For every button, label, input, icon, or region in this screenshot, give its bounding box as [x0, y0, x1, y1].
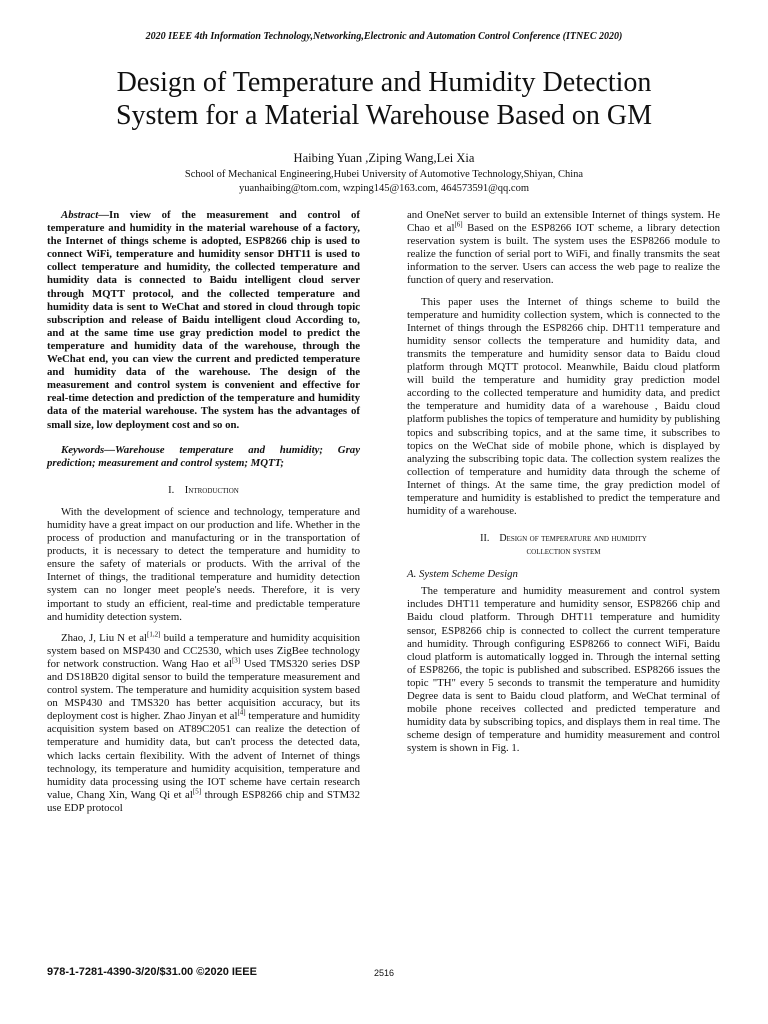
right-column	[407, 209, 720, 755]
section-heading-design	[407, 532, 720, 558]
affiliation: School of Mechanical Engineering,Hubei University of Automotive Technology,Shiyan, China	[184, 169, 584, 180]
p2-text-b: build a temperature and humidity acquisition system based on MSP430 and CC2530, which uses ZigBee technology for network construction. Wang Hao et al	[47, 631, 360, 670]
p3-text-b: Based on the ESP8266 IOT scheme, a library detection reservation system is built. The system uses the ESP8266 module to realize the function of serial port to WiFi, and finally transmits the seat information to the server. Users can access the web page to realize the function of query and reservation.	[407, 222, 721, 287]
section-2-title-line-2: collection system	[526, 546, 601, 558]
section-title: Introduction	[184, 484, 239, 496]
abstract-text: —In view of the measurement and control of temperature and humidity in the material warehouse of a factory, the Internet of things scheme is adopted, ESP8266 chip is used to connect WiFi, temperature and humidity sensor DHT11 is used to collect temperature and humidity, the collected temperature and humidity data is connected to Baidu intelligent cloud server through MQTT protocol, and the collected temperature and humidity data is sent to WeChat and stored in cloud through topic subscription and release of Baidu intelligent cloud According to, and at the same time use gray prediction model to predict the temperature and humidity data of the warehouse, through the WeChat end, you can view the current and predicted temperature and humidity data of the warehouse. The design of the measurement and control system is convenient and effective for real-time detection and prediction of the temperature and humidity data of the material warehouse. The system has the advantages of small size, low deployment cost and so on.	[47, 209, 360, 431]
citation: [1,2]	[147, 630, 161, 639]
citation: [4]	[237, 708, 246, 717]
citation: [6]	[454, 220, 463, 229]
keywords-label: Keywords	[61, 443, 105, 456]
authors: Haibing Yuan ,Ziping Wang,Lei Xia	[293, 151, 475, 165]
emails: yuanhaibing@tom.com, wzping145@163.com, 464573591@qq.com	[238, 183, 530, 194]
abstract	[47, 209, 360, 432]
title-line-1: Design of Temperature and Humidity Detection	[116, 67, 652, 98]
keywords-text: —Warehouse temperature and humidity; Gray prediction; measurement and control system; MQTT;	[47, 443, 360, 469]
p2-text-e: through ESP8266 chip and STM32 use EDP protocol	[47, 788, 360, 814]
section-number: II.	[480, 533, 490, 545]
subsection-heading-scheme-design: A. System Scheme Design	[407, 568, 518, 581]
title-line-2: System for a Material Warehouse Based on GM	[115, 100, 653, 131]
intro-paragraph-2-continued	[407, 209, 720, 288]
footer-isbn: 978-1-7281-4390-3/20/$31.00 ©2020 IEEE	[47, 966, 257, 978]
keywords	[47, 444, 360, 470]
page-number: 2516	[374, 968, 395, 978]
abstract-label: Abstract	[61, 209, 99, 221]
paper-title	[40, 66, 728, 132]
intro-paragraph-2	[47, 632, 360, 815]
p2-text-a: Zhao, J, Liu N et al	[61, 631, 148, 644]
section-title: Design of temperature and humidity	[499, 533, 647, 545]
p2-text-c: Used TMS320 series DSP and DS18B20 digital sensor to build the temperature measurement and control system. The temperature and humidity acquisition system based on MSP430 and TMS320 has better acquisition accuracy, but its deployment cost is higher. Zhao Jinyan et al	[47, 657, 361, 723]
affiliation-block	[0, 168, 768, 196]
left-column	[47, 209, 360, 815]
section-number: I.	[168, 484, 175, 496]
citation: [5]	[192, 787, 202, 796]
intro-paragraph-3: This paper uses the Internet of things scheme to build the temperature and humidity collection system, which is connected to the Internet of things through the ESP8266 chip. DHT11 temperature and humidity sensor collects the temperature and humidity data, and transmits the temperature and humidity sensor data to Baidu cloud platform through MQTT protocol. Meanwhile, Baidu cloud platform will build the temperature and humidity gray prediction model according to the collected temperature and humidity data, and predict the temperature and humidity data of a warehouse , Baidu cloud platform publishes the topics of temperature and humidity by publishing topics and subscribing topics, and at the same time, it subscribes to topics on the WeChat side of mobile phone, which is displayed by analyzing the subscribing topic data. The collection system realizes the collection of temperature and humidity data through the scheme of Internet of things. At the same time, the gray prediction model of temperature and humidity is established to predict the temperature and humidity of a warehouse.	[407, 295, 720, 518]
p2-text-d: temperature and humidity acquisition system based on AT89C2051 can realize the detection of temperature and humidity data, but can't process the detected data, which lacks certain flexibility. With the advent of Internet of things technology, its temperature and humidity acquisition, temperature and humidity data processing using the IOT scheme have certain research value, Chang Xin, Wang Qi et al	[47, 710, 361, 801]
design-paragraph-1: The temperature and humidity measurement and control system includes DHT11 temperature and humidity sensor, ESP8266 chip and Baidu cloud platform. Through DHT11 temperature and humidity sensor, ESP8266 chip is connected to collect the current temperature and humidity. Through configuring ESP8266 to connect WiFi, Baidu cloud platform is automatically logged in. Through the internal setting of ESP8266, the topic is published and subscribed. ESP8266 issues the topic "TH" every 5 seconds to transmit the temperature and humidity Degree data is sent to Baidu cloud platform, and WeChat terminal of mobile phone receives collected and predicted temperature and humidity data by subscribing topics, and displays them in real time. The scheme design of temperature and humidity measurement and control system is shown in Fig. 1.	[407, 585, 720, 755]
conference-header: 2020 IEEE 4th Information Technology,Networking,Electronic and Automation Control Conference (ITNEC 2020)	[145, 31, 623, 42]
citation: [3]	[231, 656, 241, 665]
intro-paragraph-1: With the development of science and technology, temperature and humidity have a great impact on our production and life. Whether in the process of production and manufacturing or in the transportation of products, it is necessary to detect the temperature and humidity to ensure the safety of materials or products. With the arrival of the Internet of things, the traditional temperature and humidity detection system can no longer meet people's needs. Therefore, it is very important to study an efficient, real-time and predictable temperature and humidity detection system.	[47, 505, 360, 623]
p3-text-a: and OneNet server to build an extensible Internet of things system. He Chao et al	[407, 209, 720, 235]
section-heading-introduction	[47, 484, 360, 497]
section-2-title-line-1	[407, 532, 720, 545]
